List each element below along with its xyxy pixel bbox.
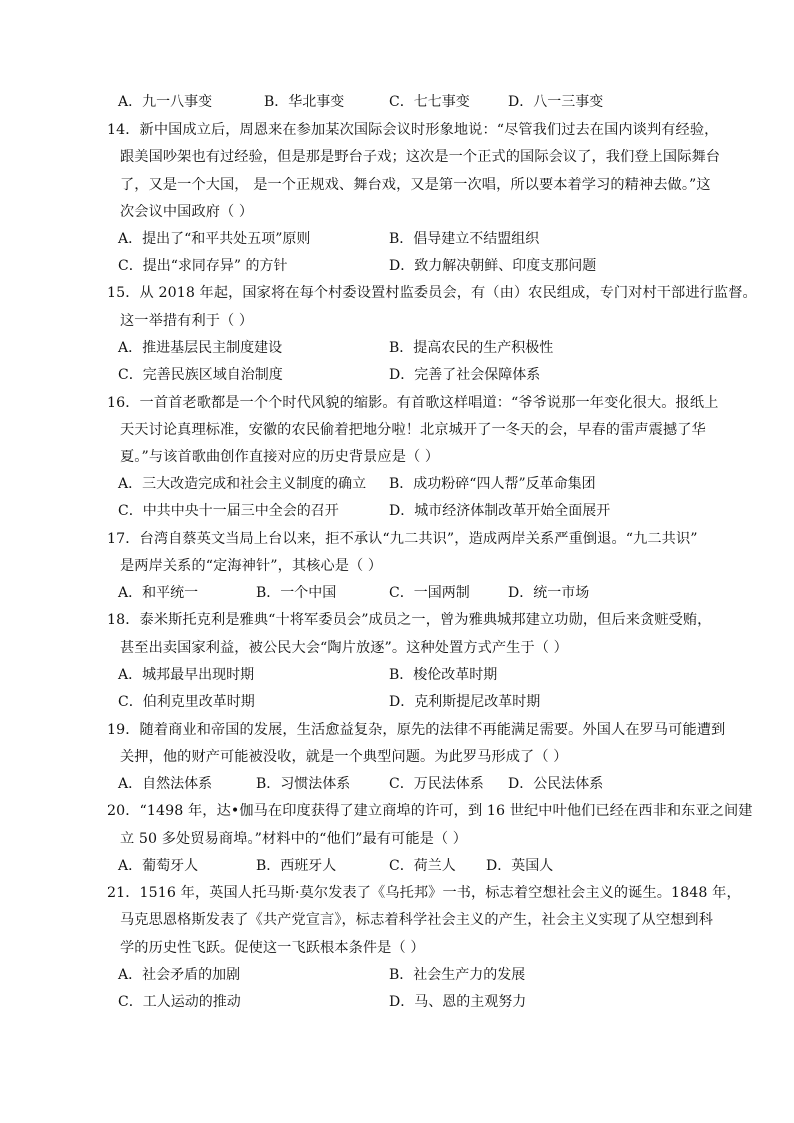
q19-option-b: B．习惯法体系 (256, 776, 351, 792)
question-16-line-1: 16．一首首老歌都是一个个时代风貌的缩影。有首歌这样唱道：“爷爷说那一年变化很大。报纸上 (107, 395, 719, 411)
q13-option-d: D．八一三事变 (508, 94, 604, 110)
q16-option-b: B．成功粉碎“四人帮”反革命集团 (389, 476, 596, 492)
q14-option-d: D．致力解决朝鲜、印度支那问题 (389, 258, 597, 274)
q13-option-b: B．华北事变 (264, 94, 345, 110)
question-14-line-1: 14．新中国成立后，周恩来在参加某次国际会议时形象地说：“尽管我们过去在国内谈判有经验， (107, 122, 719, 138)
question-19-line-2: 关押，他的财产可能被没收，就是一个典型问题。为此罗马形成了（ ） (120, 749, 568, 765)
question-17-line-2: 是两岸关系的“定海神针”，其核心是（ ） (120, 558, 383, 574)
q18-option-d: D．克利斯提尼改革时期 (389, 694, 541, 710)
q19-option-c: C．万民法体系 (389, 776, 484, 792)
question-21-line-2: 马克思恩格斯发表了《共产党宣言》，标志着科学社会主义的产生，社会主义实现了从空想到科 (120, 912, 713, 928)
q14-option-a: A．提出了“和平共处五项”原则 (118, 231, 311, 247)
question-21-line-3: 学的历史性飞跃。促使这一飞跃根本条件是（ ） (120, 940, 425, 956)
q16-option-a: A．三大改造完成和社会主义制度的确立 (118, 476, 367, 492)
q17-option-c: C．一国两制 (389, 585, 470, 601)
question-19-line-1: 19．随着商业和帝国的发展，生活愈益复杂，原先的法律不再能满足需要。外国人在罗马可能遭到 (107, 722, 726, 738)
q17-option-b: B．一个中国 (256, 585, 337, 601)
question-14-line-2: 跟美国吵架也有过经验，但是那是野台子戏；这次是一个正式的国际会议了，我们登上国际舞台 (120, 149, 721, 165)
question-18-line-1: 18．泰米斯托克利是雅典“十将军委员会”成员之一，曾为雅典城邦建立功勋，但后来贪赃受贿， (107, 612, 712, 628)
q15-option-a: A．推进基层民主制度建设 (118, 340, 283, 356)
q21-option-d: D．马、恩的主观努力 (389, 994, 527, 1010)
question-15-line-1: 15．从 2018 年起，国家将在每个村委设置村监委员会，有（由）农民组成，专门对村干部进行监督。 (107, 285, 757, 301)
q20-option-b: B．西班牙人 (256, 858, 337, 874)
q13-option-a: A．九一八事变 (118, 94, 213, 110)
q20-option-c: C．荷兰人 (389, 858, 456, 874)
q18-option-c: C．伯利克里改革时期 (118, 694, 255, 710)
q14-option-c: C．提出“求同存异” 的方针 (118, 258, 288, 274)
question-20-line-1: 20．“1498 年，达•伽马在印度获得了建立商埠的许可，到 16 世纪中叶他们已经在西非和东亚之间建 (107, 803, 753, 819)
q21-option-a: A．社会矛盾的加剧 (118, 967, 241, 983)
question-16-line-2: 天天讨论真理标准，安徽的农民偷着把地分啦！北京城开了一冬天的会，早春的雷声震撼了华 (120, 422, 706, 438)
question-18-line-2: 甚至出卖国家利益，被公民大会“陶片放逐”。这种处置方式产生于（ ） (120, 640, 568, 656)
q21-option-c: C．工人运动的推动 (118, 994, 241, 1010)
q16-option-d: D．城市经济体制改革开始全面展开 (389, 503, 611, 519)
question-14-line-3: 了，又是一个大国， 是一个正规戏、舞台戏，又是第一次唱，所以要本着学习的精神去做。”这 (120, 177, 711, 193)
q17-option-a: A．和平统一 (118, 585, 199, 601)
q13-option-c: C．七七事变 (389, 94, 470, 110)
q16-option-c: C．中共中央十一届三中全会的召开 (118, 503, 339, 519)
q17-option-d: D．统一市场 (508, 585, 590, 601)
question-20-line-2: 立 50 多处贸易商埠。”材料中的“他们”最有可能是（ ） (120, 831, 468, 847)
q21-option-b: B．社会生产力的发展 (389, 967, 526, 983)
q15-option-b: B．提高农民的生产积极性 (389, 340, 554, 356)
question-21-line-1: 21．1516 年，英国人托马斯·莫尔发表了《乌托邦》一书，标志着空想社会主义的诞生。1848 年， (107, 885, 741, 901)
q20-option-d: D．英国人 (486, 858, 554, 874)
q14-option-b: B．倡导建立不结盟组织 (389, 231, 540, 247)
q18-option-a: A．城邦最早出现时期 (118, 667, 255, 683)
q19-option-a: A．自然法体系 (118, 776, 213, 792)
q20-option-a: A．葡萄牙人 (118, 858, 199, 874)
q19-option-d: D．公民法体系 (508, 776, 604, 792)
q18-option-b: B．梭伦改革时期 (389, 667, 498, 683)
q15-option-d: D．完善了社会保障体系 (389, 367, 541, 383)
q15-option-c: C．完善民族区域自治制度 (118, 367, 283, 383)
question-16-line-3: 夏。”与该首歌曲创作直接对应的历史背景应是（ ） (120, 449, 440, 465)
question-14-line-4: 次会议中国政府（ ） (120, 204, 254, 220)
question-15-line-2: 这一举措有利于（ ） (120, 313, 254, 329)
question-17-line-1: 17．台湾自蔡英文当局上台以来，拒不承认“九二共识”，造成两岸关系严重倒退。“九二共识” (107, 531, 698, 547)
